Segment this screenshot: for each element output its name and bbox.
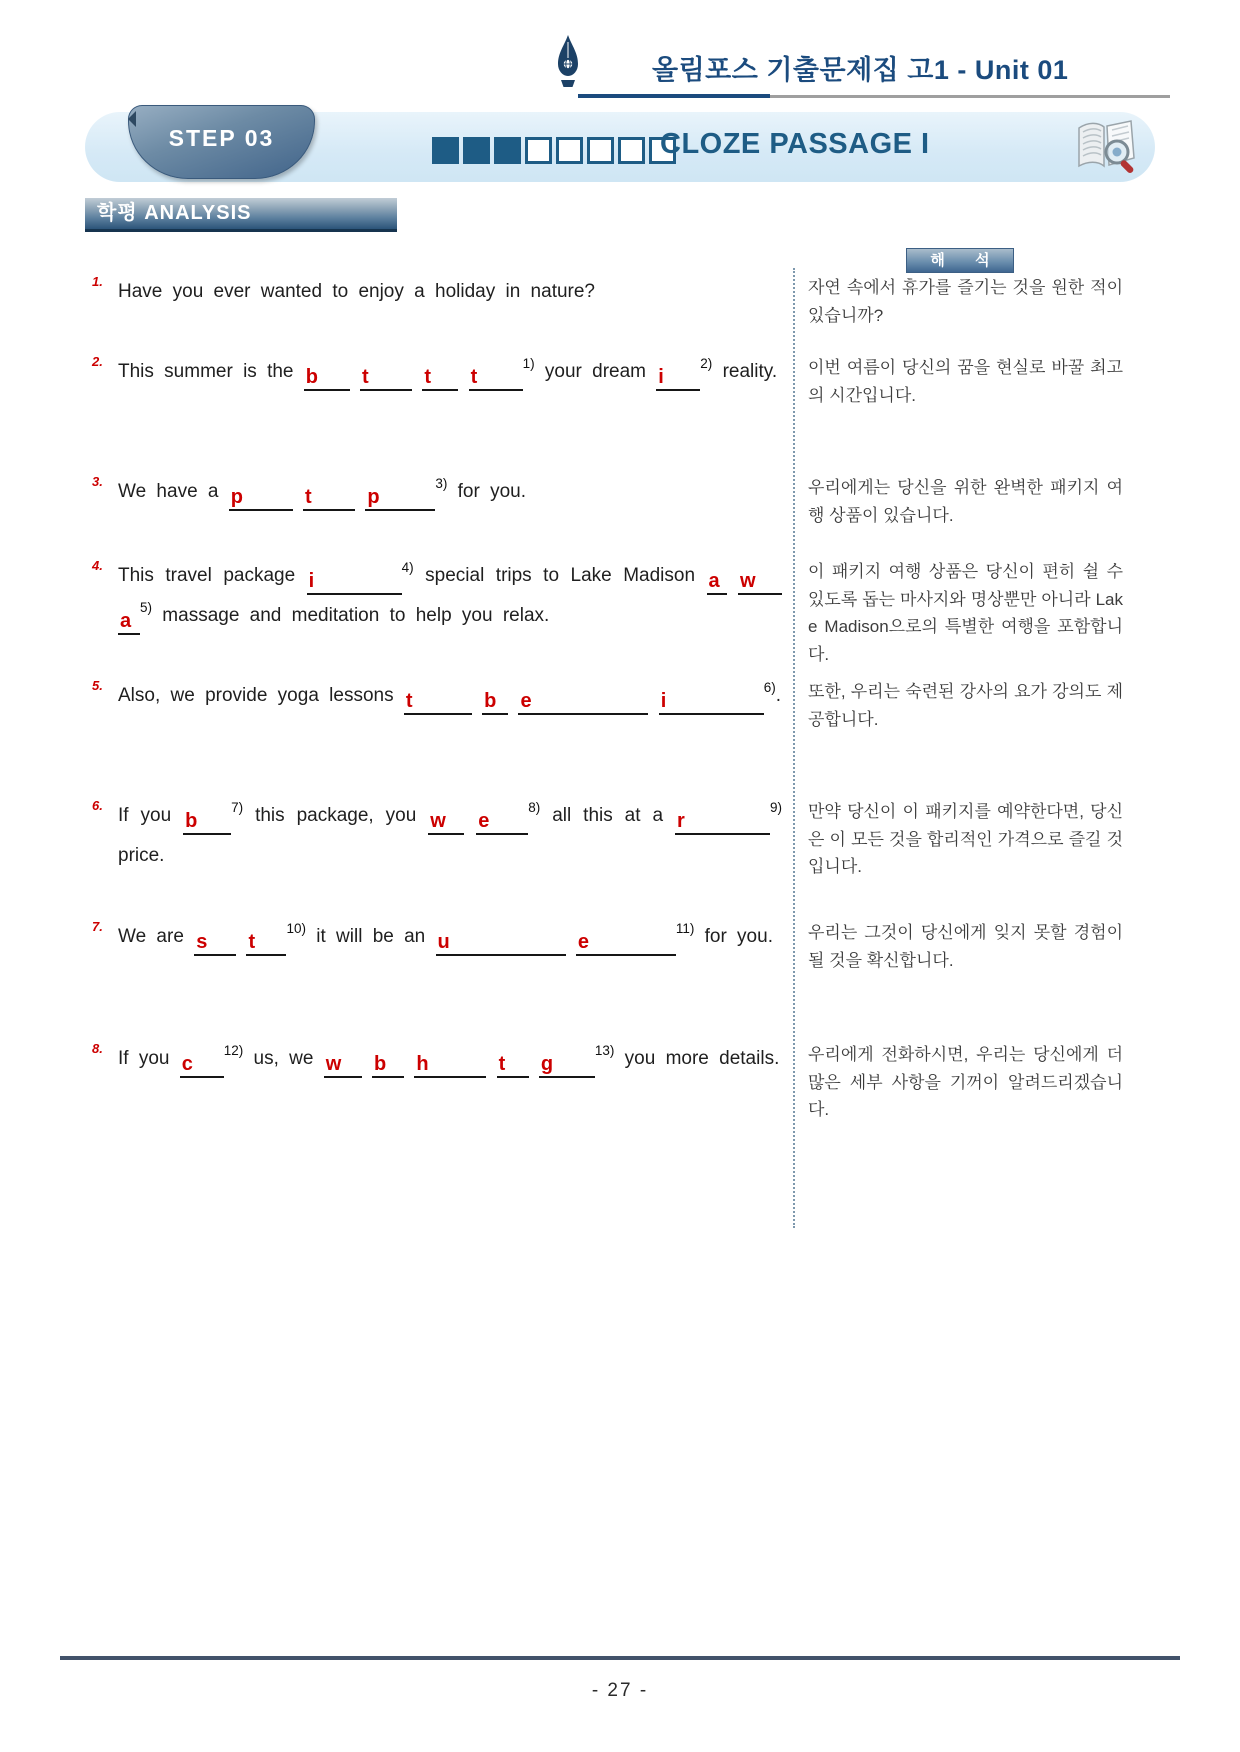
item-number: 3. <box>92 474 103 489</box>
analysis-row <box>90 796 1150 876</box>
cloze-blank: t <box>303 485 355 511</box>
cloze-sentence: Have you ever wanted to enjoy a holiday in nature? <box>118 281 595 302</box>
cloze-blank: e <box>576 930 676 956</box>
blank-number: 8) <box>528 800 541 815</box>
progress-square-filled <box>432 137 459 164</box>
korean-translation: 우리에게 전화하시면, 우리는 당신에게 더 많은 세부 사항을 기꺼이 알려드리겠습니다. <box>808 1045 1123 1119</box>
cloze-blank: u <box>436 930 566 956</box>
blank-number: 3) <box>435 476 448 491</box>
header-rule-dark <box>578 94 770 98</box>
progress-square-filled <box>494 137 521 164</box>
analysis-row <box>90 676 1150 729</box>
cloze-blank: i <box>656 365 700 391</box>
progress-square-filled <box>463 137 490 164</box>
blank-number: 9) <box>770 800 783 815</box>
analysis-row <box>90 556 1150 664</box>
step-banner <box>85 112 1155 182</box>
blank-number: 13) <box>594 1043 615 1058</box>
cloze-blank: h <box>414 1052 486 1078</box>
step-label: STEP 03 <box>168 125 275 151</box>
korean-translation: 우리는 그것이 당신에게 잊지 못할 경험이 될 것을 확신합니다. <box>808 923 1123 970</box>
blank-number: 11) <box>675 921 695 936</box>
blank-number: 5) <box>140 600 153 615</box>
item-number: 4. <box>92 558 103 573</box>
item-number: 1. <box>92 274 103 289</box>
progress-squares <box>432 137 680 161</box>
cloze-blank: b <box>482 689 508 715</box>
blank-number: 12) <box>223 1043 244 1058</box>
cloze-blank: t <box>422 365 458 391</box>
cloze-blank: e <box>476 809 528 835</box>
footer-rule <box>60 1656 1180 1660</box>
item-number: 2. <box>92 354 103 369</box>
korean-translation: 또한, 우리는 숙련된 강사의 요가 강의도 제공합니다. <box>808 682 1123 729</box>
progress-square-empty <box>556 137 583 164</box>
cloze-blank: c <box>180 1052 224 1078</box>
cloze-blank: i <box>307 569 402 595</box>
analysis-row <box>90 352 1150 405</box>
progress-square-empty <box>618 137 645 164</box>
pen-nib-icon <box>551 34 585 94</box>
cloze-blank: w <box>428 809 464 835</box>
cloze-blank: b <box>183 809 231 835</box>
cloze-blank: b <box>304 365 350 391</box>
cloze-sentence: We are s $t^{10)}$ it will be an u $e^{11)}$ for you. <box>118 917 782 957</box>
cloze-blank: t <box>360 365 412 391</box>
cloze-blank: g <box>539 1052 595 1078</box>
header-rule-gray <box>770 95 1170 98</box>
blank-number: 10) <box>286 921 306 936</box>
translation-badge: 해 석 <box>906 248 1014 273</box>
progress-square-empty <box>587 137 614 164</box>
blank-number: 4) <box>401 560 414 575</box>
cloze-blank: a <box>707 569 727 595</box>
blank-number: 1) <box>522 356 535 371</box>
korean-translation: 만약 당신이 이 패키지를 예약한다면, 당신은 이 모든 것을 합리적인 가격으로 즐길 것입니다. <box>808 802 1123 876</box>
blank-number: 7) <box>231 800 244 815</box>
step-tab <box>128 105 315 179</box>
analysis-row <box>90 917 1150 970</box>
cloze-sentence: This travel package $i^{4)}$ special trips to Lake Madison a w $a^{5)}$ massage and meditation to help you relax. <box>118 556 782 636</box>
blank-number: 6) <box>763 680 776 695</box>
cloze-blank: w <box>738 569 782 595</box>
cloze-blank: t <box>469 365 523 391</box>
cloze-blank: a <box>118 609 140 635</box>
cloze-blank: t <box>404 689 472 715</box>
cloze-blank: e <box>518 689 648 715</box>
analysis-section-header <box>85 198 397 232</box>
cloze-blank: b <box>372 1052 404 1078</box>
cloze-blank: w <box>324 1052 362 1078</box>
item-number: 6. <box>92 798 103 813</box>
korean-translation: 자연 속에서 휴가를 즐기는 것을 원한 적이 있습니까? <box>808 278 1123 325</box>
cloze-blank: r <box>675 809 770 835</box>
item-number: 8. <box>92 1041 103 1056</box>
cloze-blank: t <box>246 930 286 956</box>
item-number: 5. <box>92 678 103 693</box>
cloze-sentence: We have a p t $p^{3)}$ for you. <box>118 472 782 512</box>
blank-number: 2) <box>700 356 713 371</box>
cloze-sentence: This summer is the b t t $t^{1)}$ your dream $i^{2)}$ reality. <box>118 352 782 392</box>
analysis-rows <box>90 260 1150 1245</box>
cloze-blank: p <box>365 485 435 511</box>
korean-translation: 우리에게는 당신을 위한 완벽한 패키지 여행 상품이 있습니다. <box>808 478 1123 525</box>
analysis-row <box>90 472 1150 525</box>
page-number: - 27 - <box>591 1680 649 1701</box>
korean-translation: 이 패키지 여행 상품은 당신이 편히 쉴 수 있도록 돕는 마사지와 명상뿐만 아니라 Lake Madison으로의 특별한 여행을 포함합니다. <box>808 562 1123 664</box>
cloze-sentence: If you $b^{7)}$ this package, you w $e^{8)}$ all this at a $r^{9)}$ price. <box>118 800 783 866</box>
cloze-blank: t <box>497 1052 529 1078</box>
cloze-blank: s <box>194 930 236 956</box>
item-number: 7. <box>92 919 103 934</box>
banner-title: CLOZE PASSAGE I <box>660 128 930 160</box>
analysis-section-label: 학평 ANALYSIS <box>97 202 252 224</box>
column-divider <box>793 268 795 1228</box>
book-magnifier-icon <box>1073 116 1139 178</box>
book-title: 올림포스 기출문제집 고1 - Unit 01 <box>652 55 1069 85</box>
progress-square-empty <box>525 137 552 164</box>
cloze-blank: p <box>229 485 293 511</box>
analysis-row <box>90 272 1150 325</box>
korean-translation: 이번 여름이 당신의 꿈을 현실로 바꿀 최고의 시간입니다. <box>808 358 1123 405</box>
cloze-sentence: If you $c^{12)}$ us, we w b h t $g^{13)}$ you more details. <box>118 1039 782 1079</box>
cloze-sentence: Also, we provide yoga lessons t b e $i^{6)}$. <box>118 676 782 716</box>
analysis-row <box>90 1039 1150 1119</box>
cloze-blank: i <box>659 689 764 715</box>
